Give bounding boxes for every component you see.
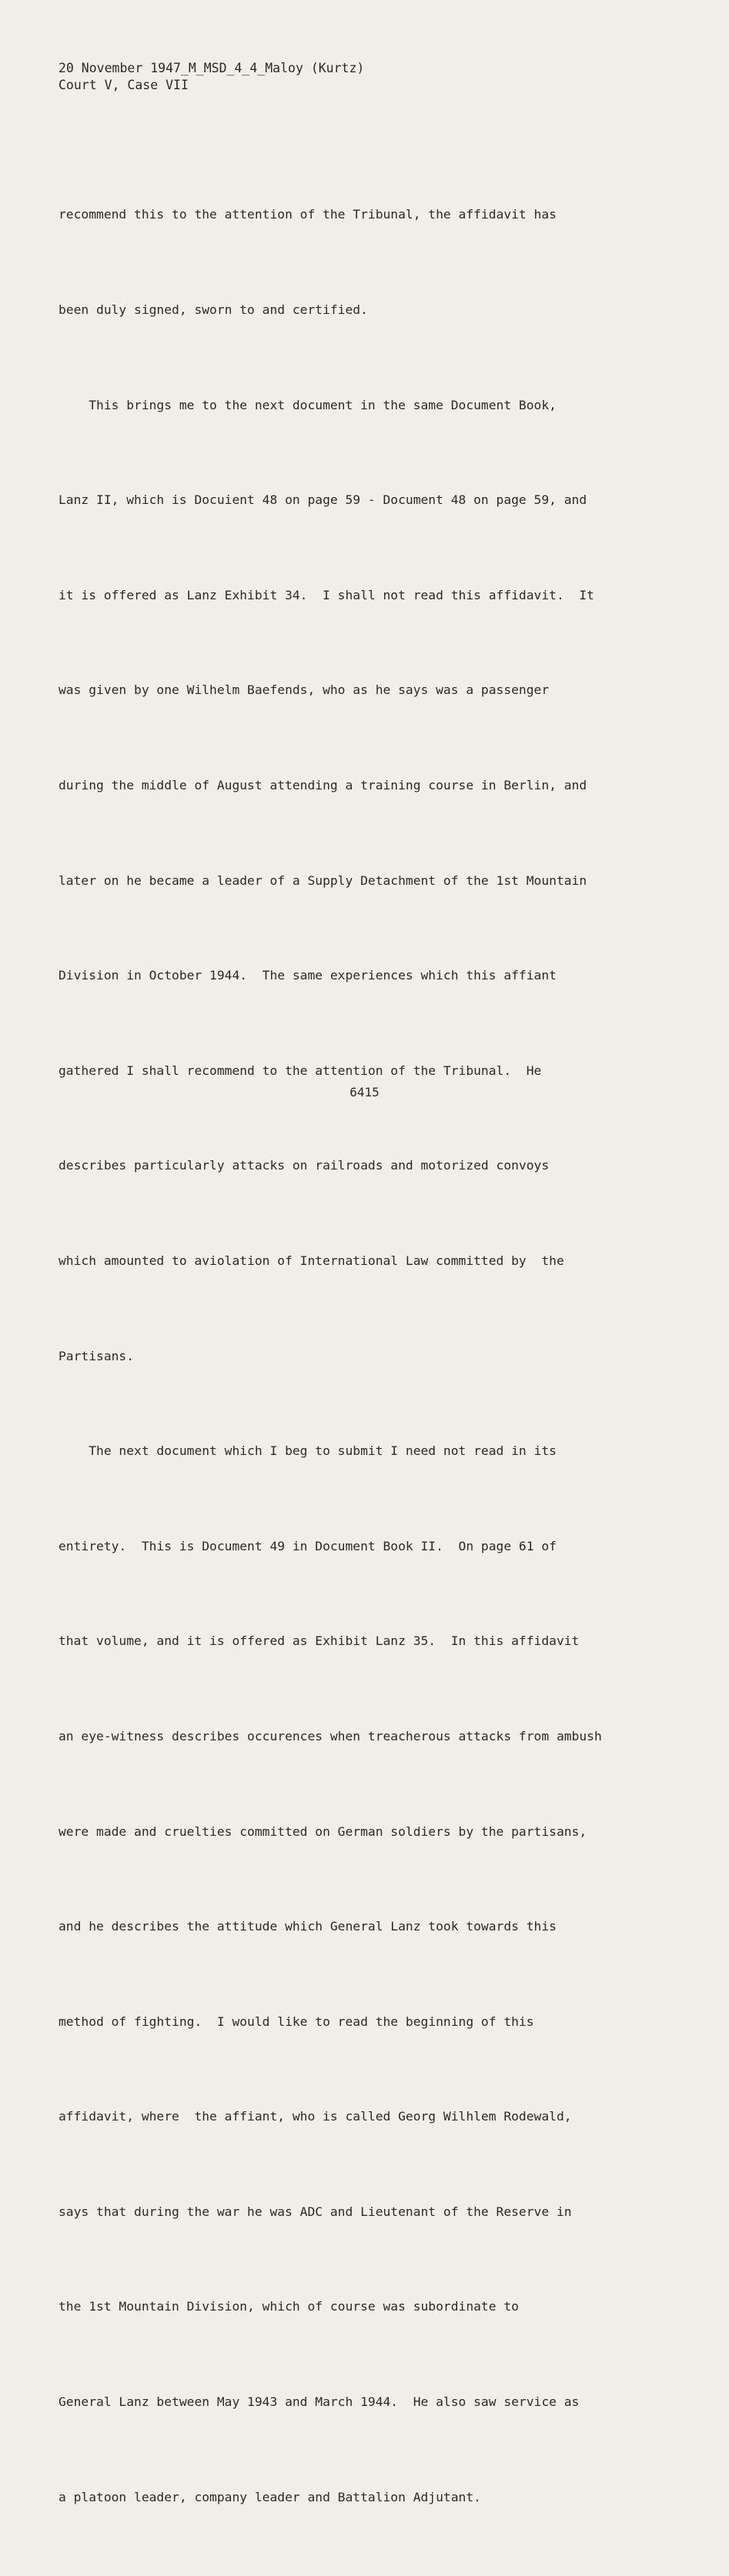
body-line: an eye-witness describes occurences when treacherous attacks from ambush xyxy=(59,1728,602,1743)
body-line: Lanz II, which is Docuient 48 on page 59 - Document 48 on page 59, and xyxy=(59,492,587,508)
body-line: later on he became a leader of a Supply Detachment of the 1st Mountain xyxy=(59,873,587,888)
document-body xyxy=(59,135,644,2576)
page-number: 6415 xyxy=(349,1085,380,1099)
body-line: was given by one Wilhelm Baefends, who as he says was a passenger xyxy=(59,682,550,698)
body-line: affidavit, where the affiant, who is called Georg Wilhlem Rodewald, xyxy=(59,2109,572,2124)
body-line: General Lanz between May 1943 and March 1944. He also saw service as xyxy=(59,2394,580,2410)
body-line: which amounted to aviolation of International Law committed by the xyxy=(59,1253,564,1268)
body-line: gathered I shall recommend to the attention of the Tribunal. He xyxy=(59,1063,542,1078)
body-line: been duly signed, sworn to and certified. xyxy=(59,302,368,317)
body-line: the 1st Mountain Division, which of course was subordinate to xyxy=(59,2299,519,2314)
body-line: entirety. This is Document 49 in Document Book II. On page 61 of xyxy=(59,1538,557,1553)
body-line: that volume, and it is offered as Exhibit Lanz 35. In this affidavit xyxy=(59,1633,580,1649)
header-date-line: 20 November 1947_M_MSD_4_4_Maloy (Kurtz) xyxy=(59,61,365,75)
body-line: says that during the war he was ADC and Lieutenant of the Reserve in xyxy=(59,2204,572,2219)
header-court-line: Court V, Case VII xyxy=(59,78,189,92)
body-line: during the middle of August attending a training course in Berlin, and xyxy=(59,777,587,792)
body-line: describes particularly attacks on railroads and motorized convoys xyxy=(59,1158,550,1173)
document-header xyxy=(59,60,364,94)
body-line: recommend this to the attention of the Tribunal, the affidavit has xyxy=(59,207,557,222)
body-line: and he describes the attitude which General Lanz took towards this xyxy=(59,1919,557,1934)
body-line: it is offered as Lanz Exhibit 34. I shall not read this affidavit. It xyxy=(59,587,594,602)
body-line: The next document which I beg to submit I need not read in its xyxy=(59,1443,557,1459)
body-line: Partisans. xyxy=(59,1348,135,1363)
body-line: This brings me to the next document in the same Document Book, xyxy=(59,397,557,412)
body-line: were made and cruelties committed on German soldiers by the partisans, xyxy=(59,1824,587,1839)
body-line: a platoon leader, company leader and Battalion Adjutant. xyxy=(59,2489,481,2504)
body-line: method of fighting. I would like to read the beginning of this xyxy=(59,2014,534,2029)
body-line: Division in October 1944. The same experiences which this affiant xyxy=(59,968,557,983)
